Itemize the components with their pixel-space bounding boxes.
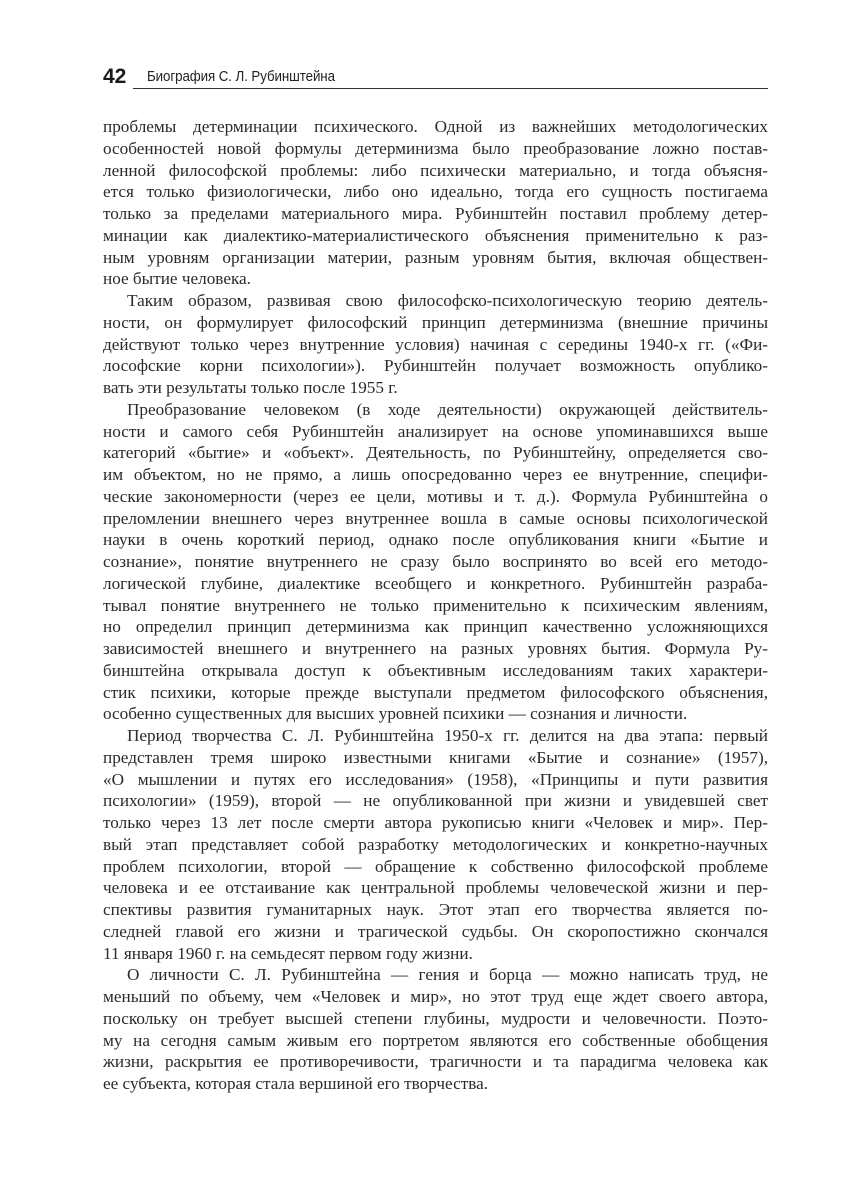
text-line: но определил принцип детерминизма как принцип качественно усложняющихся [103,617,768,637]
text-line: ности и самого себя Рубинштейн анализирует на основе упоминавшихся выше [103,421,768,441]
text-line: 11 января 1960 г. на семьдесят первом году жизни. [103,943,473,963]
text-line: им объектом, но не прямо, а лишь опосредованно через ее внутренние, специфи- [103,465,768,484]
text-line: ным уровням организации материи, разным уровням бытия, включая обществен- [103,247,768,267]
text-line: му на сегодня самым живым его портретом являются его собственные обобщения [103,1030,768,1050]
text-line: проблем психологии, второй — обращение к собственно философской проблеме [103,856,768,876]
paragraph [103,964,768,1095]
text-line: категорий «бытие» и «объект». Деятельность, по Рубинштейну, определяется сво- [103,443,768,463]
text-line: меньший по объему, чем «Человек и мир», но этот труд еще ждет своего автора, [103,987,768,1006]
text-line: ется только физиологически, либо оно идеально, тогда его сущность постигаема [103,182,768,202]
text-line: жизни, раскрытия ее противоречивости, трагичности и та парадигма человека как [103,1052,768,1072]
text-line: минации как диалектико-материалистического объяснения применительно к раз- [103,225,768,245]
text-line: только через 13 лет после смерти автора рукописью книги «Человек и мир». Пер- [103,813,768,832]
text-line: тывал понятие внутреннего не только применительно к психическим явлениям, [103,595,768,615]
text-line: вать эти результаты только после 1955 г. [103,378,398,397]
text-line: действуют только через внутренние условия) начиная с середины 1940-х гг. («Фи- [103,334,768,354]
text-line: особенно существенных для высших уровней психики — сознания и личности. [103,704,688,724]
page-number: 42 [103,65,127,88]
text-line: поскольку он требует высшей степени глубины, мудрости и человечности. Поэто- [103,1008,768,1028]
text-line: ленной философской проблемы: либо психически материально, и тогда объясня- [103,160,768,180]
text-line: спективы развития гуманитарных наук. Этот этап его творчества является по- [103,900,768,919]
text-line: «О мышлении и путях его исследования» (1958), «Принципы и пути развития [103,769,768,789]
text-line: Таким образом, развивая свою философско-психологическую теорию деятель- [127,291,768,310]
text-line: зависимостей внешнего и внутреннего на разных уровнях бытия. Формула Ру- [103,639,768,658]
text-line: ности, он формулирует философский принцип детерминизма (внешние причины [103,312,768,332]
text-line: представлен тремя широко известными книгами «Бытие и сознание» (1957), [103,747,768,767]
paragraph [103,290,768,399]
text-line: бинштейна открывала доступ к объективным исследованиям таких характери- [103,660,768,680]
text-line: психологии» (1959), второй — не опубликованной при жизни и увидевшей свет [103,791,768,811]
text-line: лософские корни психологии»). Рубинштейн получает возможность опублико- [103,356,768,376]
running-title: Биография С. Л. Рубинштейна [147,69,335,85]
text-line: проблемы детерминации психического. Одной из важнейших методологических [103,117,768,136]
text-line: ее субъекта, которая стала вершиной его творчества. [103,1074,489,1093]
body-text [103,116,768,1095]
text-line: Период творчества С. Л. Рубинштейна 1950-х гг. делится на два этапа: первый [127,726,768,745]
text-line: вый этап представляет собой разработку методологических и конкретно-научных [103,834,768,854]
text-line: преломлении внешнего через внутреннее вошла в самые основы психологической [103,508,768,528]
text-line: человека и ее отстаивание как центральной проблемы человеческой жизни и пер- [103,878,768,898]
paragraph [103,399,768,725]
text-line: О личности С. Л. Рубинштейна — гения и борца — можно написать труд, не [127,965,768,985]
text-line: логической глубине, диалектике всеобщего и конкретного. Рубинштейн разраба- [103,573,768,593]
text-line: только за пределами материального мира. Рубинштейн поставил проблему детер- [103,204,768,223]
text-line: ческие закономерности (через ее цели, мотивы и т. д.). Формула Рубинштейна о [103,486,768,506]
text-line: сознание», понятие внутреннего не сразу было воспринято во всей его методо- [103,552,768,571]
paragraph [103,116,768,290]
page-header [103,64,768,90]
text-line: следней главой его жизни и трагической судьбы. Он скоропостижно скончался [103,921,768,941]
text-line: ное бытие человека. [103,269,251,289]
text-line: науки в очень короткий период, однако после опубликования книги «Бытие и [103,530,768,550]
text-line: особенностей новой формулы детерминизма было преобразование ложно постав- [103,138,768,158]
header-rule [133,88,768,89]
text-line: Преобразование человеком (в ходе деятельности) окружающей действитель- [127,399,768,419]
text-line: стик психики, которые прежде выступали предметом философского объяснения, [103,682,768,702]
paragraph [103,725,768,964]
